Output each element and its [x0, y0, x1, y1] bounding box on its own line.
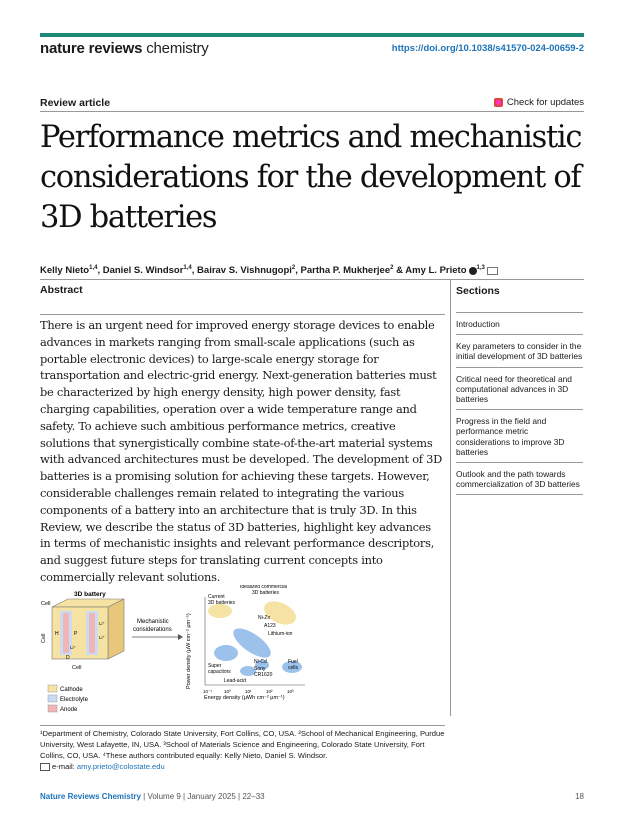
li-ion-label: Li⁺	[99, 635, 105, 640]
orcid-icon[interactable]	[469, 267, 477, 275]
journal-name-bold: nature reviews	[40, 40, 143, 57]
section-link-outlook[interactable]: Outlook and the path towards commercialization of 3D batteries	[456, 462, 583, 495]
envelope-icon	[40, 763, 50, 771]
legend-cathode: Cathode	[60, 687, 83, 693]
divider	[40, 111, 584, 112]
label-li-ion: Lithium-ion	[268, 631, 293, 637]
label-sony-2: CR1620	[254, 672, 273, 678]
journal-logo[interactable]	[40, 40, 209, 57]
author[interactable]: Kelly Nieto$^{1,4}$	[40, 265, 98, 277]
battery-diagram	[41, 591, 124, 671]
anode-pillar	[89, 613, 95, 653]
check-updates-label: Check for updates	[506, 97, 584, 108]
journal-color-bar	[40, 33, 584, 37]
label-nizn: Ni-Zn	[258, 615, 271, 621]
divider	[40, 725, 445, 726]
doi-link[interactable]: https://doi.org/10.1038/s41570-024-00659-2	[391, 43, 584, 54]
x-tick: 10¹	[245, 689, 252, 694]
section-link-key-parameters[interactable]: Key parameters to consider in the initial development of 3D batteries	[456, 334, 583, 366]
label-current-2: 3D batteries	[208, 600, 235, 606]
author[interactable]: Partha P. Mukherjee$^2$	[300, 265, 394, 277]
x-tick: 10³	[287, 689, 294, 694]
cube-side	[108, 599, 124, 659]
label-leadacid: Lead-acid	[224, 678, 246, 684]
corresponding-email: e-mail: amy.prieto@colostate.edu	[40, 761, 450, 772]
label-current: Current	[208, 594, 225, 600]
email-icon[interactable]	[487, 267, 498, 275]
svg-text:Mechanistic: Mechanistic	[137, 619, 169, 625]
cell-w-label: Cell	[41, 601, 51, 607]
article-type: Review article	[40, 97, 111, 109]
label-idealized-2: 3D batteries	[252, 590, 279, 596]
author[interactable]: Amy L. Prieto	[405, 265, 467, 277]
x-axis-label: Energy density (μWh cm⁻² μm⁻¹)	[204, 695, 285, 701]
crossmark-icon	[494, 98, 503, 107]
label-fuel-2: cells	[288, 665, 299, 671]
arrow-head	[178, 634, 183, 640]
sections-nav	[456, 312, 583, 495]
dim-h: H	[55, 631, 59, 637]
email-link[interactable]: amy.prieto@colostate.edu	[76, 762, 165, 771]
svg-text:considerations: considerations	[133, 627, 172, 633]
region-current	[208, 604, 232, 618]
footnotes	[40, 728, 450, 772]
cell-l-label: Cell	[72, 665, 82, 671]
page-number: 18	[575, 792, 584, 801]
dim-p: P	[74, 631, 78, 637]
section-link-theoretical[interactable]: Critical need for theoretical and computational advances in 3D batteries	[456, 367, 583, 410]
article-title: Performance metrics and mechanistic considerations for the development of 3D batteries	[40, 120, 582, 235]
cell-h-label: Cell	[41, 633, 47, 643]
affiliations: ¹Department of Chemistry, Colorado State University, Fort Collins, CO, USA. ²School of Mechanical Engineering, Purdue University, West Lafayette, IN, USA. ³School of Materials Science and Engineering, Colorado State University, Fort Collins, CO, USA. ⁴These authors contributed equally: Kelly Nieto, Daniel S. Windsor.	[40, 729, 445, 760]
figure-legend	[48, 685, 89, 713]
column-divider	[450, 280, 451, 716]
legend-anode: Anode	[60, 707, 78, 713]
footer-volume: | Volume 9 | January 2025 | 22–33	[140, 792, 265, 801]
label-a123: A123	[264, 623, 276, 629]
legend-swatch-anode	[48, 705, 57, 712]
section-link-introduction[interactable]: Introduction	[456, 312, 583, 334]
x-tick: 10⁻¹	[203, 689, 212, 694]
region-supercaps	[214, 645, 238, 661]
author[interactable]: Daniel S. Windsor$^{1,4}$	[102, 265, 192, 277]
sections-heading: Sections	[456, 285, 500, 297]
y-axis-label: Power density (μW cm⁻² μm⁻¹)	[186, 613, 192, 689]
ragone-plot	[186, 585, 305, 701]
check-updates-button[interactable]	[494, 97, 584, 108]
graphical-abstract-figure	[40, 585, 320, 720]
footer-citation	[40, 792, 265, 801]
label-supercaps-2: capacitors	[208, 669, 231, 675]
abstract-heading: Abstract	[40, 284, 83, 296]
divider	[40, 279, 584, 280]
legend-swatch-cathode	[48, 685, 57, 692]
section-link-progress[interactable]: Progress in the field and performance metric considerations to improve 3D batteries	[456, 409, 583, 462]
anode-pillar	[63, 613, 69, 653]
abstract-text: There is an urgent need for improved energy storage devices to enable advances in markets ranging from small-scale applications (such as portable electronic devices) to large-scale energy storage for transportation and electric-grid energy. Next-generation batteries must be characterized by high energy density, high power density, fast charging capabilities, operation over a wide temperature range and safety. To achieve such ambitious performance metrics, creative solutions that synergistically combine state-of-the-art material systems with advanced architectures must be developed. The development of 3D batteries is a promising solution for achieving these targets. However, considerable challenges remain related to integrating the various components of a battery into an architecture that is truly 3D. In this Review, we describe the status of 3D batteries, highlight key advances in terms of mechanistic insights and relevant performance descriptors, and suggest future steps for translating current concepts into commercially relevant solutions.	[40, 318, 443, 584]
author-list: Kelly Nieto$^{1,4}$, Daniel S. Windsor$^{1,4}$, Bairav S. Vishnugopi$^2$, Partha P. Mukherjee$^2$ & Amy L. Prieto $^{1,3}$	[40, 265, 498, 276]
label-sony: Sony	[254, 666, 266, 672]
divider	[40, 314, 445, 315]
dim-d: D	[66, 655, 70, 661]
legend-electrolyte: Electrolyte	[60, 697, 89, 703]
label-fuel: Fuel	[288, 659, 298, 665]
footer-journal[interactable]: Nature Reviews Chemistry	[40, 792, 141, 801]
legend-swatch-electrolyte	[48, 695, 57, 702]
label-idealized: Idealized commercial	[240, 585, 287, 590]
li-ion-label: Li⁺	[99, 621, 105, 626]
journal-name-light: chemistry	[146, 40, 209, 57]
label-supercaps: Super	[208, 663, 222, 669]
mechanistic-arrow	[132, 619, 183, 640]
x-tick: 10⁰	[224, 689, 231, 694]
li-ion-label: Li⁺	[70, 645, 76, 650]
author[interactable]: Bairav S. Vishnugopi$^2$	[197, 265, 296, 277]
label-nicd: Ni-Cd	[254, 659, 267, 665]
x-tick: 10²	[266, 689, 273, 694]
battery-label: 3D battery	[74, 591, 106, 598]
